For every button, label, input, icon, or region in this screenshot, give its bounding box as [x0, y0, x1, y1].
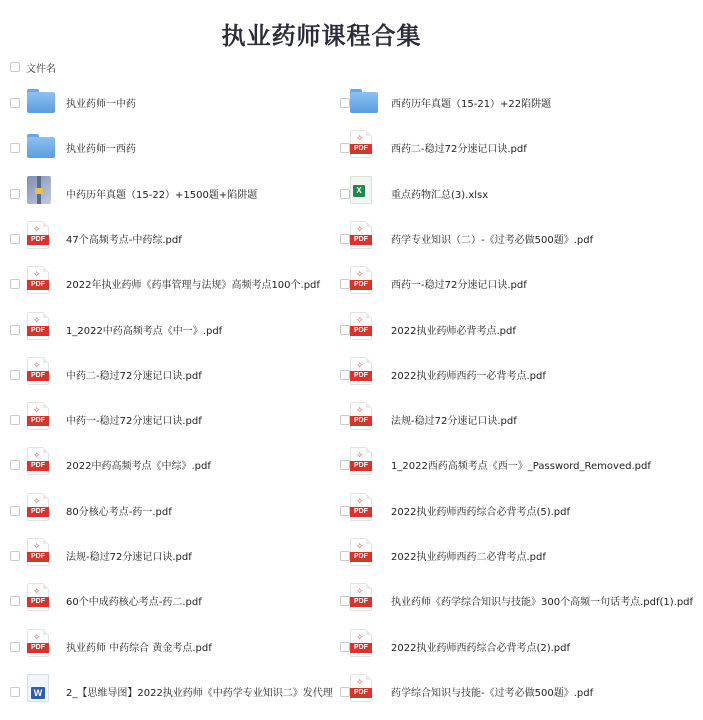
excel-file-icon — [350, 176, 376, 206]
file-select-checkbox[interactable] — [340, 506, 350, 516]
file-name: 法规-稳过72分速记口诀.pdf — [391, 416, 517, 428]
file-name: 法规-稳过72分速记口诀.pdf — [66, 552, 192, 563]
file-name: 重点药物汇总(3).xlsx — [391, 189, 489, 201]
file-select-checkbox[interactable] — [10, 370, 20, 380]
file-row[interactable] — [340, 442, 680, 486]
file-select-checkbox[interactable] — [340, 98, 350, 108]
file-row[interactable] — [0, 578, 340, 622]
pdf-label: PDF — [350, 326, 372, 336]
file-name: 2022执业药师西药二必背考点.pdf — [391, 552, 546, 563]
file-row[interactable] — [0, 397, 340, 441]
pdf-label: PDF — [27, 416, 49, 426]
file-name: 2022执业药师西药一必背考点.pdf — [391, 370, 546, 382]
file-row[interactable] — [340, 261, 680, 305]
file-row[interactable] — [340, 216, 680, 260]
excel-badge: X — [353, 185, 365, 197]
file-list-header — [10, 59, 56, 75]
page-title: 执业药师课程合集 — [221, 22, 422, 50]
file-name: 2022中药高频考点《中综》.pdf — [66, 461, 211, 473]
file-select-checkbox[interactable] — [10, 143, 20, 153]
pdf-file-icon: ✧ PDF — [27, 629, 53, 659]
file-row[interactable] — [340, 533, 680, 577]
file-name: 药学专业知识（二）-《过考必做500题》.pdf — [391, 234, 594, 246]
file-select-checkbox[interactable] — [340, 687, 350, 697]
file-select-checkbox[interactable] — [340, 370, 350, 380]
pdf-label: PDF — [27, 326, 49, 336]
pdf-label: PDF — [27, 280, 49, 290]
file-name: 80分核心考点-药一.pdf — [66, 506, 172, 518]
folder-icon — [27, 130, 53, 160]
file-select-checkbox[interactable] — [10, 460, 20, 470]
file-row[interactable] — [340, 669, 680, 713]
file-select-checkbox[interactable] — [340, 642, 350, 652]
pdf-label: PDF — [350, 688, 372, 698]
file-row[interactable] — [0, 488, 340, 532]
pdf-label: PDF — [350, 144, 372, 154]
file-row[interactable] — [0, 261, 340, 305]
pdf-label: PDF — [350, 552, 372, 562]
pdf-label: PDF — [27, 643, 49, 653]
pdf-file-icon: ✧ PDF — [27, 583, 53, 613]
pdf-file-icon: ✧ PDF — [27, 357, 53, 387]
file-row[interactable] — [0, 624, 340, 668]
file-name: 1_2022西药高频考点《西一》_Password_Removed.pdf — [391, 461, 651, 473]
file-select-checkbox[interactable] — [10, 687, 20, 697]
file-row[interactable] — [0, 307, 340, 351]
file-name: 执业药师一中药 — [66, 99, 136, 110]
file-name: 中药一-稳过72分速记口诀.pdf — [66, 416, 202, 428]
pdf-label: PDF — [27, 507, 49, 517]
select-all-checkbox[interactable] — [10, 62, 20, 72]
file-name: 2022执业药师必背考点.pdf — [391, 325, 516, 337]
file-row[interactable] — [340, 578, 694, 622]
file-name: 47个高频考点-中药综.pdf — [66, 234, 182, 246]
folder-icon — [350, 85, 376, 115]
pdf-label: PDF — [350, 597, 372, 607]
file-select-checkbox[interactable] — [10, 506, 20, 516]
filename-column-label: 文件名 — [26, 63, 56, 75]
file-select-checkbox[interactable] — [10, 234, 20, 244]
file-select-checkbox[interactable] — [10, 642, 20, 652]
file-name: 2022执业药师西药综合必背考点(2).pdf — [391, 642, 571, 654]
pdf-file-icon: ✧ PDF — [350, 312, 376, 342]
pdf-label: PDF — [350, 461, 372, 471]
file-row[interactable] — [340, 307, 680, 351]
file-row[interactable] — [0, 125, 340, 169]
file-select-checkbox[interactable] — [340, 189, 350, 199]
file-row[interactable] — [0, 442, 340, 486]
pdf-file-icon: ✧ PDF — [350, 402, 376, 432]
file-select-checkbox[interactable] — [340, 279, 350, 289]
file-name: 中药历年真题（15-22）+1500题+陷阱题 — [66, 189, 258, 201]
pdf-label: PDF — [27, 552, 49, 562]
file-row[interactable] — [0, 216, 340, 260]
file-select-checkbox[interactable] — [340, 325, 350, 335]
pdf-file-icon: ✧ PDF — [27, 493, 53, 523]
file-row[interactable] — [0, 669, 340, 713]
file-row[interactable] — [340, 488, 680, 532]
file-select-checkbox[interactable] — [10, 279, 20, 289]
pdf-label: PDF — [350, 371, 372, 381]
pdf-label: PDF — [350, 507, 372, 517]
pdf-label: PDF — [350, 280, 372, 290]
pdf-file-icon: ✧ PDF — [350, 674, 376, 704]
file-row[interactable] — [0, 80, 340, 124]
pdf-file-icon: ✧ PDF — [27, 221, 53, 251]
pdf-label: PDF — [350, 416, 372, 426]
pdf-label: PDF — [350, 235, 372, 245]
file-row[interactable] — [0, 171, 340, 215]
pdf-file-icon: ✧ PDF — [350, 221, 376, 251]
archive-file-icon — [27, 176, 53, 206]
pdf-label: PDF — [27, 597, 49, 607]
pdf-label: PDF — [350, 643, 372, 653]
file-select-checkbox[interactable] — [340, 143, 350, 153]
file-select-checkbox[interactable] — [10, 551, 20, 561]
file-name: 中药二-稳过72分速记口诀.pdf — [66, 370, 202, 382]
file-row[interactable] — [340, 125, 680, 169]
file-name: 药学综合知识与技能-《过考必做500题》.pdf — [391, 687, 594, 699]
file-name: 1_2022中药高频考点《中一》.pdf — [66, 325, 223, 337]
pdf-file-icon: ✧ PDF — [27, 312, 53, 342]
file-name: 执业药师一西药 — [66, 144, 136, 156]
pdf-file-icon: ✧ PDF — [27, 538, 53, 568]
file-row[interactable] — [340, 171, 680, 215]
pdf-label: PDF — [27, 461, 49, 471]
pdf-label: PDF — [27, 235, 49, 245]
file-select-checkbox[interactable] — [10, 98, 20, 108]
file-select-checkbox[interactable] — [340, 460, 350, 470]
file-row[interactable] — [340, 397, 680, 441]
file-select-checkbox[interactable] — [340, 596, 350, 606]
file-name: 西药历年真题（15-21）+22陷阱题 — [391, 99, 552, 110]
pdf-file-icon: ✧ PDF — [27, 266, 53, 296]
file-name: 60个中成药核心考点-药二.pdf — [66, 597, 202, 609]
file-select-checkbox[interactable] — [10, 596, 20, 606]
file-name: 2022年执业药师《药事管理与法规》高频考点100个.pdf — [66, 280, 320, 292]
file-row[interactable] — [340, 624, 680, 668]
pdf-label: PDF — [27, 371, 49, 381]
word-badge: W — [31, 687, 45, 699]
folder-icon — [27, 85, 53, 115]
file-select-checkbox[interactable] — [340, 415, 350, 425]
pdf-file-icon: ✧ PDF — [350, 538, 376, 568]
file-select-checkbox[interactable] — [10, 189, 20, 199]
file-name: 执业药师《药学综合知识与技能》300个高频一句话考点.pdf(1).pdf — [391, 597, 694, 609]
file-select-checkbox[interactable] — [10, 415, 20, 425]
file-select-checkbox[interactable] — [340, 551, 350, 561]
file-row[interactable] — [0, 352, 340, 396]
word-file-icon — [27, 674, 53, 704]
file-row[interactable] — [0, 533, 340, 577]
file-row[interactable] — [340, 352, 680, 396]
pdf-file-icon: ✧ PDF — [350, 583, 376, 613]
pdf-file-icon: ✧ PDF — [27, 402, 53, 432]
file-row[interactable] — [340, 80, 680, 124]
pdf-file-icon: ✧ PDF — [350, 629, 376, 659]
pdf-file-icon: ✧ PDF — [350, 266, 376, 296]
pdf-file-icon: ✧ PDF — [350, 357, 376, 387]
file-name: 西药一-稳过72分速记口诀.pdf — [391, 280, 527, 292]
file-name: 执业药师 中药综合 黄金考点.pdf — [66, 642, 212, 654]
file-name: 2_【思维导图】2022执业药师《中药学专业知识二》发代理 — [66, 687, 333, 699]
pdf-file-icon: ✧ PDF — [350, 493, 376, 523]
file-select-checkbox[interactable] — [10, 325, 20, 335]
pdf-file-icon: ✧ PDF — [27, 447, 53, 477]
pdf-file-icon: ✧ PDF — [350, 130, 376, 160]
file-name: 西药二-稳过72分速记口诀.pdf — [391, 144, 527, 156]
file-name: 2022执业药师西药综合必背考点(5).pdf — [391, 506, 571, 518]
pdf-file-icon: ✧ PDF — [350, 447, 376, 477]
file-select-checkbox[interactable] — [340, 234, 350, 244]
